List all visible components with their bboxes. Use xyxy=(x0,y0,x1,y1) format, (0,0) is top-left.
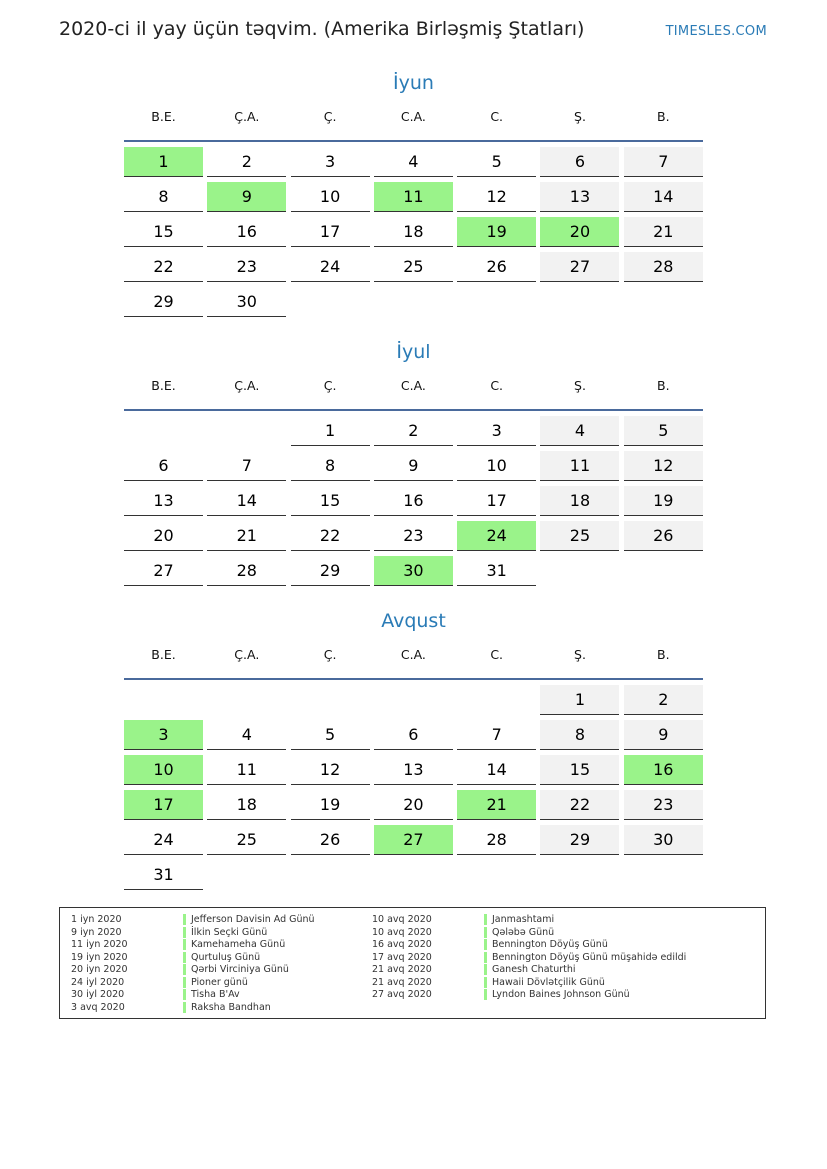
legend-color-marker xyxy=(484,977,487,988)
day-cell: 29 xyxy=(540,825,619,855)
legend-item xyxy=(372,914,686,927)
legend-holiday-name: İlkin Seçki Günü xyxy=(191,926,268,938)
day-cell: 28 xyxy=(457,825,536,855)
day-cell: 15 xyxy=(540,755,619,785)
day-cell: 27 xyxy=(540,252,619,282)
weekday-label: Ş. xyxy=(574,378,586,393)
weekday-label: C.A. xyxy=(400,378,426,393)
month-july xyxy=(124,339,703,586)
day-cell: 20 xyxy=(374,790,453,820)
legend-column-right xyxy=(372,914,686,1002)
legend-holiday-name: Janmashtami xyxy=(492,914,555,925)
legend-color-marker xyxy=(484,952,487,963)
empty-cell xyxy=(374,685,453,715)
legend-color-marker xyxy=(183,927,186,938)
legend-holiday-name: Qələbə Günü xyxy=(492,926,555,938)
day-cell: 24 xyxy=(457,521,536,551)
weekday-label: B. xyxy=(657,109,670,124)
weekday-label: B. xyxy=(657,378,670,393)
weekday-label: Ç.A. xyxy=(234,109,260,124)
weekday-label: B.E. xyxy=(151,378,176,393)
weekday-header xyxy=(124,106,703,142)
day-cell: 1 xyxy=(540,685,619,715)
legend-holiday-name: Hawaii Dövlətçilik Günü xyxy=(492,976,605,988)
legend-item xyxy=(71,952,315,965)
day-cell: 29 xyxy=(291,556,370,586)
legend-color-marker xyxy=(484,964,487,975)
legend-item xyxy=(372,964,686,977)
day-cell: 25 xyxy=(540,521,619,551)
legend-date: 1 iyn 2020 xyxy=(71,914,122,925)
legend-date: 24 iyl 2020 xyxy=(71,976,125,988)
day-cell: 26 xyxy=(457,252,536,282)
day-cell: 30 xyxy=(374,556,453,586)
day-cell: 11 xyxy=(374,182,453,212)
day-cell: 24 xyxy=(124,825,203,855)
day-cell: 23 xyxy=(624,790,703,820)
weekday-label: C. xyxy=(490,378,504,393)
month-title: İyul xyxy=(396,341,431,363)
day-cell: 16 xyxy=(207,217,286,247)
day-cell: 5 xyxy=(291,720,370,750)
legend-item xyxy=(71,989,315,1002)
day-cell: 16 xyxy=(374,486,453,516)
day-cell: 11 xyxy=(207,755,286,785)
month-title: Avqust xyxy=(381,610,446,632)
day-cell: 27 xyxy=(374,825,453,855)
day-cell: 18 xyxy=(540,486,619,516)
legend-holiday-name: Lyndon Baines Johnson Günü xyxy=(492,989,630,1000)
legend-item xyxy=(71,964,315,977)
legend-color-marker xyxy=(484,914,487,925)
day-cell: 9 xyxy=(624,720,703,750)
legend-holiday-name: Tisha B'Av xyxy=(191,989,240,1000)
legend-color-marker xyxy=(183,939,186,950)
day-cell: 26 xyxy=(291,825,370,855)
day-cell: 17 xyxy=(124,790,203,820)
legend-date: 10 avq 2020 xyxy=(372,926,432,938)
legend-holiday-name: Ganesh Chaturthi xyxy=(492,964,576,975)
day-cell: 23 xyxy=(374,521,453,551)
weekday-label: Ç. xyxy=(323,647,337,662)
legend-holiday-name: Qərbi Virciniya Günü xyxy=(191,964,289,975)
day-cell: 14 xyxy=(457,755,536,785)
day-cell: 22 xyxy=(291,521,370,551)
legend-date: 3 avq 2020 xyxy=(71,1001,125,1013)
day-cell: 7 xyxy=(207,451,286,481)
day-cell: 28 xyxy=(207,556,286,586)
day-cell: 6 xyxy=(374,720,453,750)
day-cell: 21 xyxy=(207,521,286,551)
day-cell: 17 xyxy=(457,486,536,516)
legend-item xyxy=(71,914,315,927)
legend-item xyxy=(372,977,686,990)
day-cell: 21 xyxy=(457,790,536,820)
weekday-label: Ç. xyxy=(323,109,337,124)
day-cell: 5 xyxy=(624,416,703,446)
day-cell: 20 xyxy=(540,217,619,247)
day-cell: 12 xyxy=(624,451,703,481)
day-cell: 28 xyxy=(624,252,703,282)
weekday-label: B.E. xyxy=(151,109,176,124)
legend-item xyxy=(372,952,686,965)
weekday-label: C. xyxy=(490,109,504,124)
day-cell: 10 xyxy=(291,182,370,212)
day-cell: 5 xyxy=(457,147,536,177)
day-cell: 29 xyxy=(124,287,203,317)
month-june xyxy=(124,70,703,317)
legend-color-marker xyxy=(183,977,186,988)
empty-cell xyxy=(207,685,286,715)
legend-item xyxy=(71,939,315,952)
legend-date: 16 avq 2020 xyxy=(372,939,432,950)
day-cell: 20 xyxy=(124,521,203,551)
weekday-label: C.A. xyxy=(400,109,426,124)
day-cell: 9 xyxy=(207,182,286,212)
day-cell: 27 xyxy=(124,556,203,586)
legend-holiday-name: Bennington Döyüş Günü xyxy=(492,939,608,950)
empty-cell xyxy=(124,416,203,446)
day-cell: 3 xyxy=(124,720,203,750)
legend-holiday-name: Raksha Bandhan xyxy=(191,1001,271,1013)
legend-item xyxy=(71,977,315,990)
legend-color-marker xyxy=(484,989,487,1000)
day-cell: 31 xyxy=(457,556,536,586)
day-cell: 30 xyxy=(624,825,703,855)
weekday-header xyxy=(124,644,703,680)
weekday-label: C. xyxy=(490,647,504,662)
day-cell: 23 xyxy=(207,252,286,282)
day-cell: 3 xyxy=(457,416,536,446)
day-cell: 14 xyxy=(624,182,703,212)
day-cell: 14 xyxy=(207,486,286,516)
legend-item xyxy=(372,989,686,1002)
legend-holiday-name: Pioner günü xyxy=(191,976,248,988)
day-cell: 22 xyxy=(124,252,203,282)
empty-cell xyxy=(457,685,536,715)
day-cell: 31 xyxy=(124,860,203,890)
weekday-label: B. xyxy=(657,647,670,662)
day-cell: 13 xyxy=(124,486,203,516)
day-cell: 18 xyxy=(374,217,453,247)
day-cell: 12 xyxy=(457,182,536,212)
day-cell: 10 xyxy=(124,755,203,785)
day-cell: 12 xyxy=(291,755,370,785)
legend-color-marker xyxy=(183,989,186,1000)
day-cell: 10 xyxy=(457,451,536,481)
day-cell: 7 xyxy=(457,720,536,750)
legend-date: 21 avq 2020 xyxy=(372,976,432,988)
legend-color-marker xyxy=(484,927,487,938)
legend-date: 20 iyn 2020 xyxy=(71,964,128,975)
legend-column-left xyxy=(71,914,315,1014)
day-cell: 2 xyxy=(207,147,286,177)
legend-holiday-name: Qurtuluş Günü xyxy=(191,951,261,963)
day-cell: 6 xyxy=(540,147,619,177)
days-grid xyxy=(124,147,703,317)
day-cell: 22 xyxy=(540,790,619,820)
day-cell: 21 xyxy=(624,217,703,247)
day-cell: 11 xyxy=(540,451,619,481)
legend-item xyxy=(71,927,315,940)
day-cell: 6 xyxy=(124,451,203,481)
weekday-header xyxy=(124,375,703,411)
weekday-label: Ç. xyxy=(323,378,337,393)
day-cell: 19 xyxy=(457,217,536,247)
legend-holiday-name: Jefferson Davisin Ad Günü xyxy=(191,914,315,925)
weekday-label: Ç.A. xyxy=(234,378,260,393)
site-link[interactable]: TIMESLES.COM xyxy=(665,24,767,39)
day-cell: 19 xyxy=(291,790,370,820)
day-cell: 3 xyxy=(291,147,370,177)
day-cell: 9 xyxy=(374,451,453,481)
day-cell: 8 xyxy=(291,451,370,481)
legend-date: 10 avq 2020 xyxy=(372,914,432,925)
day-cell: 8 xyxy=(540,720,619,750)
legend-date: 11 iyn 2020 xyxy=(71,939,128,950)
day-cell: 15 xyxy=(291,486,370,516)
empty-cell xyxy=(207,416,286,446)
day-cell: 4 xyxy=(374,147,453,177)
day-cell: 2 xyxy=(374,416,453,446)
legend-date: 19 iyn 2020 xyxy=(71,951,128,963)
legend-color-marker xyxy=(183,964,186,975)
legend-color-marker xyxy=(183,1002,186,1013)
holiday-legend xyxy=(59,907,766,1019)
legend-color-marker xyxy=(183,914,186,925)
legend-date: 17 avq 2020 xyxy=(372,951,432,963)
day-cell: 8 xyxy=(124,182,203,212)
day-cell: 24 xyxy=(291,252,370,282)
day-cell: 13 xyxy=(540,182,619,212)
legend-date: 21 avq 2020 xyxy=(372,964,432,975)
weekday-label: Ç.A. xyxy=(234,647,260,662)
day-cell: 2 xyxy=(624,685,703,715)
legend-date: 27 avq 2020 xyxy=(372,989,432,1000)
days-grid xyxy=(124,416,703,586)
legend-date: 9 iyn 2020 xyxy=(71,926,122,938)
day-cell: 25 xyxy=(374,252,453,282)
empty-cell xyxy=(124,685,203,715)
day-cell: 4 xyxy=(207,720,286,750)
month-title: İyun xyxy=(393,72,434,94)
day-cell: 19 xyxy=(624,486,703,516)
legend-color-marker xyxy=(484,939,487,950)
legend-color-marker xyxy=(183,952,186,963)
day-cell: 17 xyxy=(291,217,370,247)
day-cell: 13 xyxy=(374,755,453,785)
weekday-label: Ş. xyxy=(574,647,586,662)
weekday-label: B.E. xyxy=(151,647,176,662)
day-cell: 25 xyxy=(207,825,286,855)
weekday-label: C.A. xyxy=(400,647,426,662)
legend-holiday-name: Kamehameha Günü xyxy=(191,939,286,950)
day-cell: 26 xyxy=(624,521,703,551)
legend-date: 30 iyl 2020 xyxy=(71,989,125,1000)
legend-item xyxy=(71,1002,315,1015)
day-cell: 4 xyxy=(540,416,619,446)
days-grid xyxy=(124,685,703,890)
day-cell: 18 xyxy=(207,790,286,820)
weekday-label: Ş. xyxy=(574,109,586,124)
page-title: 2020-ci il yay üçün təqvim. (Amerika Birləşmiş Ştatları) xyxy=(59,18,585,40)
empty-cell xyxy=(291,685,370,715)
day-cell: 30 xyxy=(207,287,286,317)
legend-holiday-name: Bennington Döyüş Günü müşahidə edildi xyxy=(492,951,687,963)
day-cell: 15 xyxy=(124,217,203,247)
legend-item xyxy=(372,927,686,940)
day-cell: 16 xyxy=(624,755,703,785)
day-cell: 1 xyxy=(124,147,203,177)
day-cell: 1 xyxy=(291,416,370,446)
month-august xyxy=(124,608,703,890)
day-cell: 7 xyxy=(624,147,703,177)
legend-item xyxy=(372,939,686,952)
